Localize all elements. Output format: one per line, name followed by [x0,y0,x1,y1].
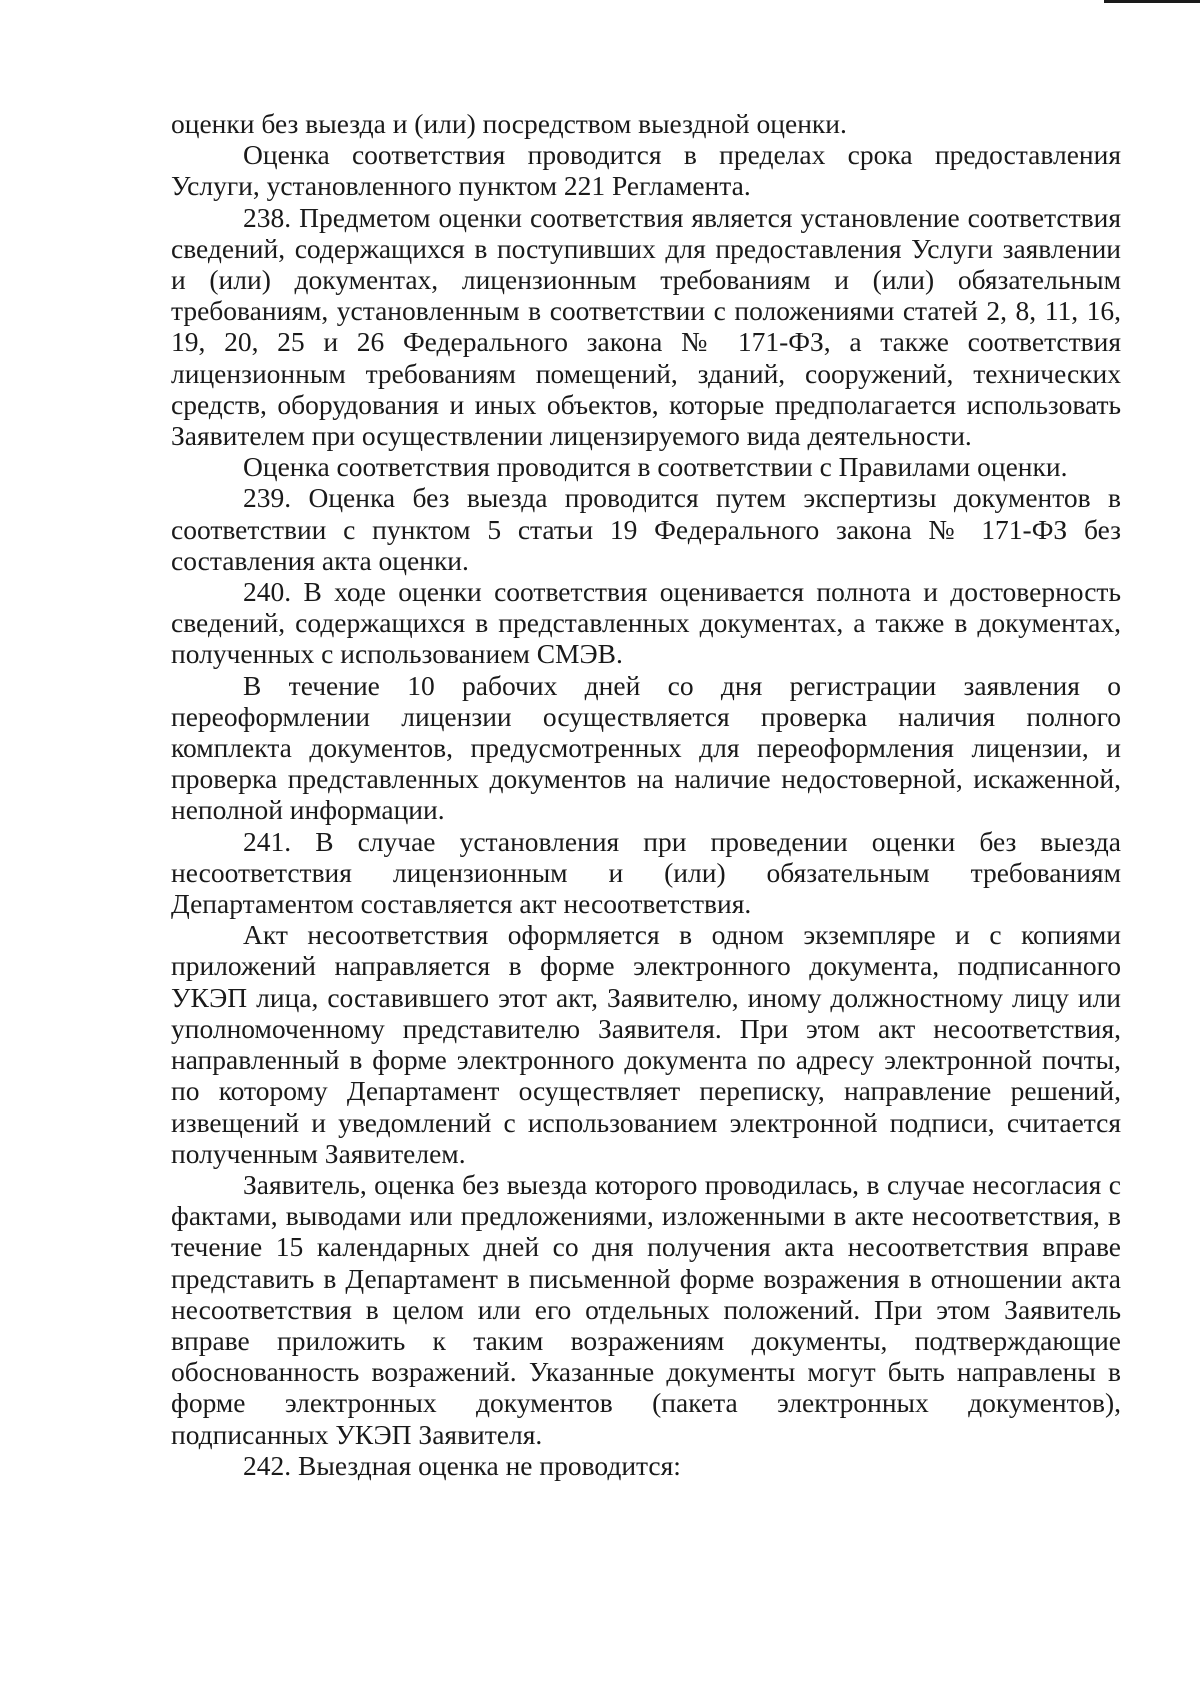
document-body [171,108,1121,1481]
paragraph-239: 239. Оценка без выезда проводится путем экспертизы документов в соответствии с пунктом 5 статьи 19 Федерального закона № 171-ФЗ без составления акта оценки. [171,482,1121,576]
paragraph-continuation: оценки без выезда и (или) посредством выездной оценки. [171,108,847,139]
paragraph-242: 242. Выездная оценка не проводится: [243,1449,681,1481]
paragraph-240: 240. В ходе оценки соответствия оценивается полнота и достоверность сведений, содержащихся в представленных документах, а также в документах, полученных с использованием СМЭВ. [171,576,1121,670]
paragraph-objections: Заявитель, оценка без выезда которого проводилась, в случае несогласия с фактами, выводами или предложениями, изложенными в акте несоответствия, в течение 15 календарных дней со дня получения акта несоответствия вправе представить в Департамент в письменной форме возражения в отношении акта несоответствия в целом или его отдельных положений. При этом Заявитель вправе приложить к таким возражениям документы, подтверждающие обоснованность возражений. Указанные документы могут быть направлены в форме электронных документов (пакета электронных документов), подписанных УКЭП Заявителя. [171,1168,1121,1450]
paragraph-nonconformity-act: Акт несоответствия оформляется в одном экземпляре и с копиями приложений направляется в форме электронного документа, подписанного УКЭП лица, составившего этот акт, Заявителю, иному должностному лицу или уполномоченному представителю Заявителя. При этом акт несоответствия, направленный в форме электронного документа по адресу электронной почты, по которому Департамент осуществляет переписку, направление решений, извещений и уведомлений с использованием электронной подписи, считается полученным Заявителем. [171,919,1121,1169]
paragraph-238: 238. Предметом оценки соответствия является установление соответствия сведений, содержащихся в поступивших для предоставления Услуги заявлении и (или) документах, лицензионным требованиям и (или) обязательным требованиям, установленным в соответствии с положениями статей 2, 8, 11, 16, 19, 20, 25 и 26 Федерального закона № 171-ФЗ, а также соответствия лицензионным требованиям помещений, зданий, сооружений, технических средств, оборудования и иных объектов, которые предполагается использовать Заявителем при осуществлении лицензируемого вида деятельности. [171,201,1121,452]
paragraph-assessment-rules: Оценка соответствия проводится в соответствии с Правилами оценки. [243,451,1068,483]
paragraph-assessment-term: Оценка соответствия проводится в пределах срока предоставления Услуги, установленного пунктом 221 Регламента. [171,139,1121,202]
scan-edge-mark [1104,0,1200,3]
paragraph-241: 241. В случае установления при проведении оценки без выезда несоответствия лицензионным и (или) обязательным требованиям Департаментом составляется акт несоответствия. [171,825,1121,920]
paragraph-document-check: В течение 10 рабочих дней со дня регистрации заявления о переоформлении лицензии осуществляется проверка наличия полного комплекта документов, предусмотренных для переоформления лицензии, и проверка представленных документов на наличие недостоверной, искаженной, неполной информации. [171,669,1121,826]
